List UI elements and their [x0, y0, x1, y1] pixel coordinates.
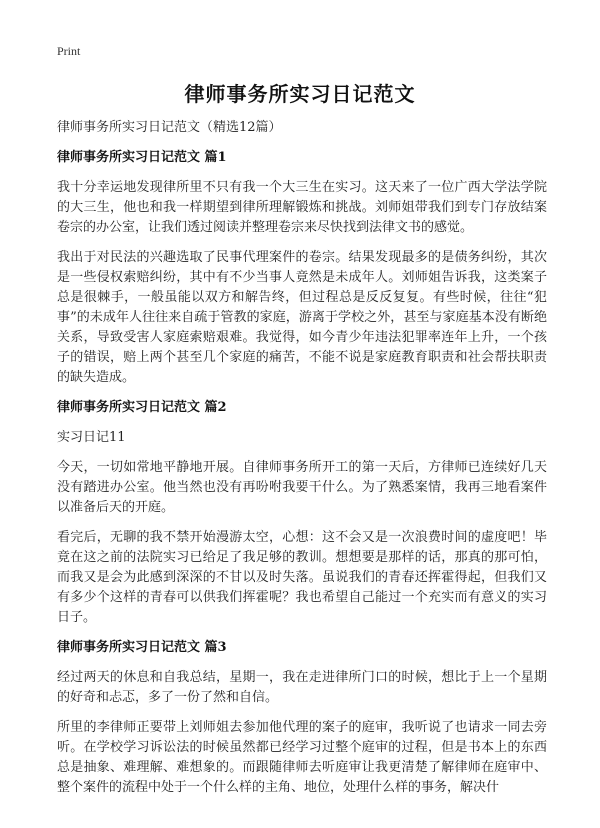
paragraph: 今天，一切如常地平静地开展。自律师事务所开工的第一天后，方律师已连续好几天没有踏进办公室。他当然也没有再吩咐我要干什么。为了熟悉案情，我再三地看案件以准备后天的开庭。	[57, 460, 547, 515]
section-heading: 律师事务所实习日记范文 篇2	[57, 400, 227, 415]
section-heading: 律师事务所实习日记范文 篇1	[57, 150, 227, 165]
document-subtitle: 律师事务所实习日记范文（精选12篇）	[57, 120, 282, 135]
page-title: 律师事务所实习日记范文	[184, 82, 416, 106]
paragraph: 我出于对民法的兴趣选取了民事代理案件的卷宗。结果发现最多的是债务纠纷，其次是一些侵权索赔纠纷，其中有不少当事人竟然是未成年人。刘师姐告诉我，这类案子总是很棘手，一般虽能以双方和解告终，但过程总是反反复复。有些时候，往往“犯事”的未成年人往往来自疏于管教的家庭，游离于学校之外，甚至与家庭基本没有断绝关系，导致受害人家庭索赔艰难。我觉得，如今青少年违法犯罪率连年上升，一个孩子的错误，赔上两个甚至几个家庭的痛苦，不能不说是家庭教育职责和社会帮扶职责的缺失造成。	[57, 250, 547, 385]
print-link[interactable]: Print	[57, 44, 81, 58]
paragraph: 所里的李律师正要带上刘师姐去参加他代理的案子的庭审，我听说了也请求一同去旁听。在学校学习诉讼法的时候虽然都已经学习过整个庭审的过程，但是书本上的东西总是抽象、难理解、难想象的。而跟随律师去听庭审让我更清楚了解律师在庭审中、整个案件的流程中处于一个什么样的主角、地位，处理什么样的事务，解决什	[57, 720, 547, 795]
section-2	[57, 398, 547, 628]
section-1	[57, 148, 547, 388]
section-3	[57, 638, 547, 798]
diary-label: 实习日记11	[57, 430, 126, 445]
paragraph: 我十分幸运地发现律所里不只有我一个大三生在实习。这天来了一位广西大学法学院的大三生，他也和我一样期望到律所理解锻炼和挑战。刘师姐带我们到专门存放结案卷宗的办公室，让我们透过阅读并整理卷宗来尽快找到法律文书的感觉。	[57, 180, 547, 235]
paragraph: 看完后，无聊的我不禁开始漫游太空，心想：这不会又是一次浪费时间的虚度吧！毕竟在这之前的法院实习已给足了我足够的教训。想想要是那样的话，那真的那可怕，而我又是会为此感到深深的不甘以及时失落。虽说我们的青春还挥霍得起，但我们又有多少个这样的青春可以供我们挥霍呢？我也希望自己能过一个充实而有意义的实习日子。	[57, 530, 547, 625]
document-body	[57, 118, 547, 808]
section-heading: 律师事务所实习日记范文 篇3	[57, 640, 227, 655]
paragraph: 经过两天的休息和自我总结，星期一，我在走进律所门口的时候，想比于上一个星期的好奇和忐忑，多了一份了然和自信。	[57, 670, 547, 705]
